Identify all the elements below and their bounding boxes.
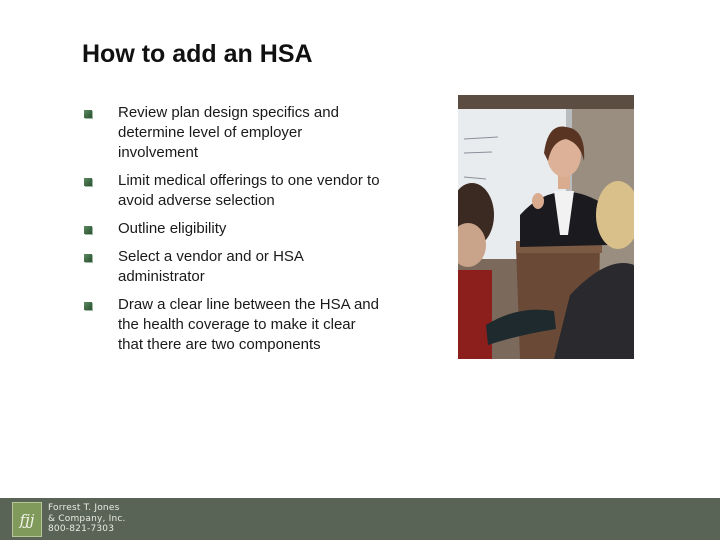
logo-monogram — [13, 503, 41, 536]
bullet-item — [84, 219, 384, 239]
company-suffix: & Company, Inc. — [48, 513, 126, 524]
bullet-text: Draw a clear line between the HSA and the health coverage to make it clear that there are two components — [118, 296, 379, 353]
green-square-bullet-icon — [84, 254, 92, 262]
footer-bar — [0, 498, 720, 540]
green-square-bullet-icon — [84, 302, 92, 310]
bullet-list — [84, 103, 384, 363]
bullet-text: Outline eligibility — [118, 220, 227, 237]
presenter-photo — [458, 95, 634, 359]
green-square-bullet-icon — [84, 178, 92, 186]
slide-title: How to add an HSA — [82, 40, 313, 68]
bullet-item — [84, 103, 384, 163]
bullet-item — [84, 295, 384, 355]
company-phone: 800-821-7303 — [48, 524, 115, 534]
presenter-at-podium-image — [458, 95, 634, 359]
company-name: Forrest T. Jones — [48, 503, 120, 513]
bullet-item — [84, 171, 384, 211]
logo-monogram-text: fjj — [19, 511, 35, 529]
green-square-bullet-icon — [84, 226, 92, 234]
bullet-text: Review plan design specifics and determine level of employer involvement — [118, 104, 339, 161]
forrest-t-jones-logo-icon — [12, 502, 42, 537]
bullet-text: Limit medical offerings to one vendor to avoid adverse selection — [118, 172, 380, 209]
green-square-bullet-icon — [84, 110, 92, 118]
company-info — [48, 503, 126, 535]
bullet-item — [84, 247, 384, 287]
bullet-text: Select a vendor and or HSA administrator — [118, 248, 304, 285]
